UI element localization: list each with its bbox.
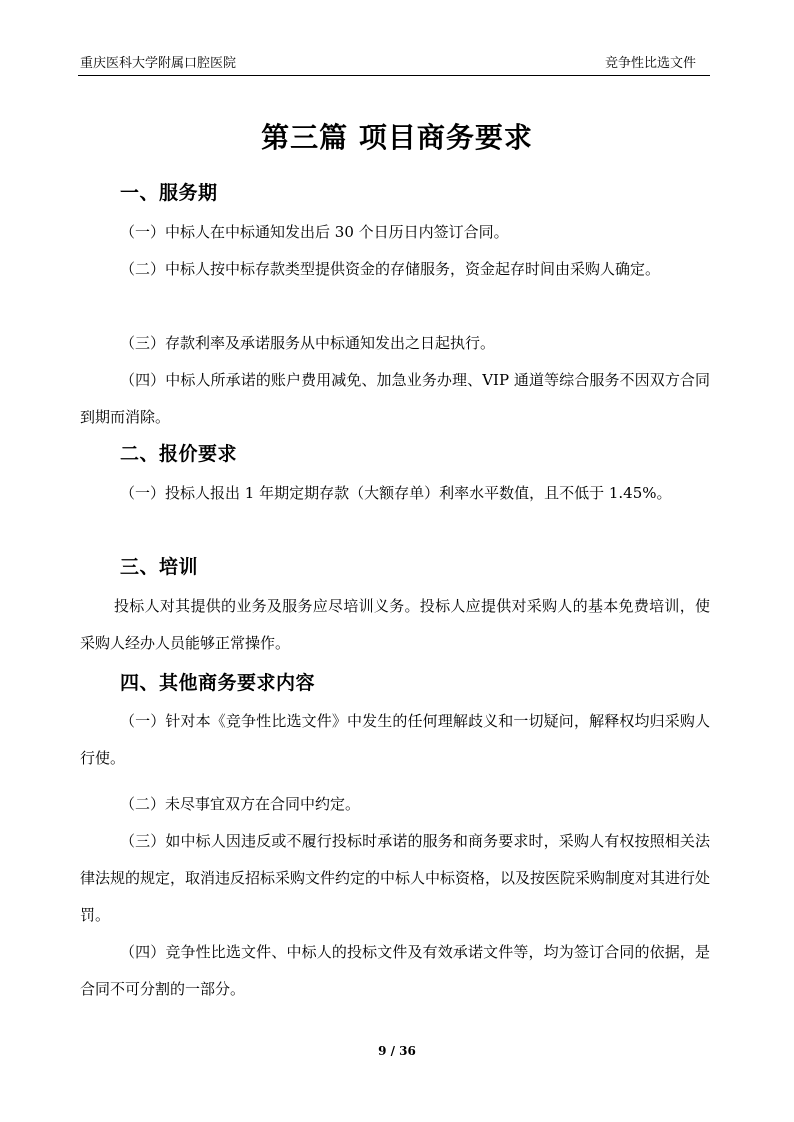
- paragraph: （一）针对本《竞争性比选文件》中发生的任何理解歧义和一切疑问，解释权均归采购人行使。: [80, 712, 710, 767]
- header-hospital-name: 重庆医科大学附属口腔医院: [80, 56, 237, 71]
- paragraph: 投标人对其提供的业务及服务应尽培训义务。投标人应提供对采购人的基本免费培训，使采购人经办人员能够正常操作。: [80, 597, 710, 652]
- paragraph: （四）竞争性比选文件、中标人的投标文件及有效承诺文件等，均为签订合同的依据，是合同不可分割的一部分。: [80, 943, 710, 998]
- section-heading-service-period: 一、服务期: [120, 182, 218, 204]
- header-document-name: 竞争性比选文件: [604, 56, 696, 71]
- paragraph: （一）中标人在中标通知发出后 30 个日历日内签订合同。: [120, 223, 509, 241]
- paragraph: （二）未尽事宜双方在合同中约定。: [120, 795, 361, 813]
- paragraph: （四）中标人所承诺的账户费用减免、加急业务办理、VIP 通道等综合服务不因双方合同到期而消除。: [80, 371, 710, 426]
- paragraph: （二）中标人按中标存款类型提供资金的存储服务，资金起存时间由采购人确定。: [120, 260, 661, 278]
- section-heading-quotation: 二、报价要求: [120, 443, 238, 465]
- paragraph: （一）投标人报出 1 年期定期存款（大额存单）利率水平数值，且不低于 1.45%。: [120, 484, 672, 502]
- header-divider: [78, 75, 710, 76]
- section-heading-other-requirements: 四、其他商务要求内容: [120, 672, 316, 694]
- page-title: 第三篇 项目商务要求: [261, 121, 533, 154]
- section-heading-training: 三、培训: [120, 556, 199, 578]
- page-number: 9 / 36: [378, 1044, 416, 1058]
- paragraph: （三）存款利率及承诺服务从中标通知发出之日起执行。: [120, 334, 496, 352]
- paragraph: （三）如中标人因违反或不履行投标时承诺的服务和商务要求时，采购人有权按照相关法律法规的规定，取消违反招标采购文件约定的中标人中标资格，以及按医院采购制度对其进行处罚。: [80, 832, 711, 924]
